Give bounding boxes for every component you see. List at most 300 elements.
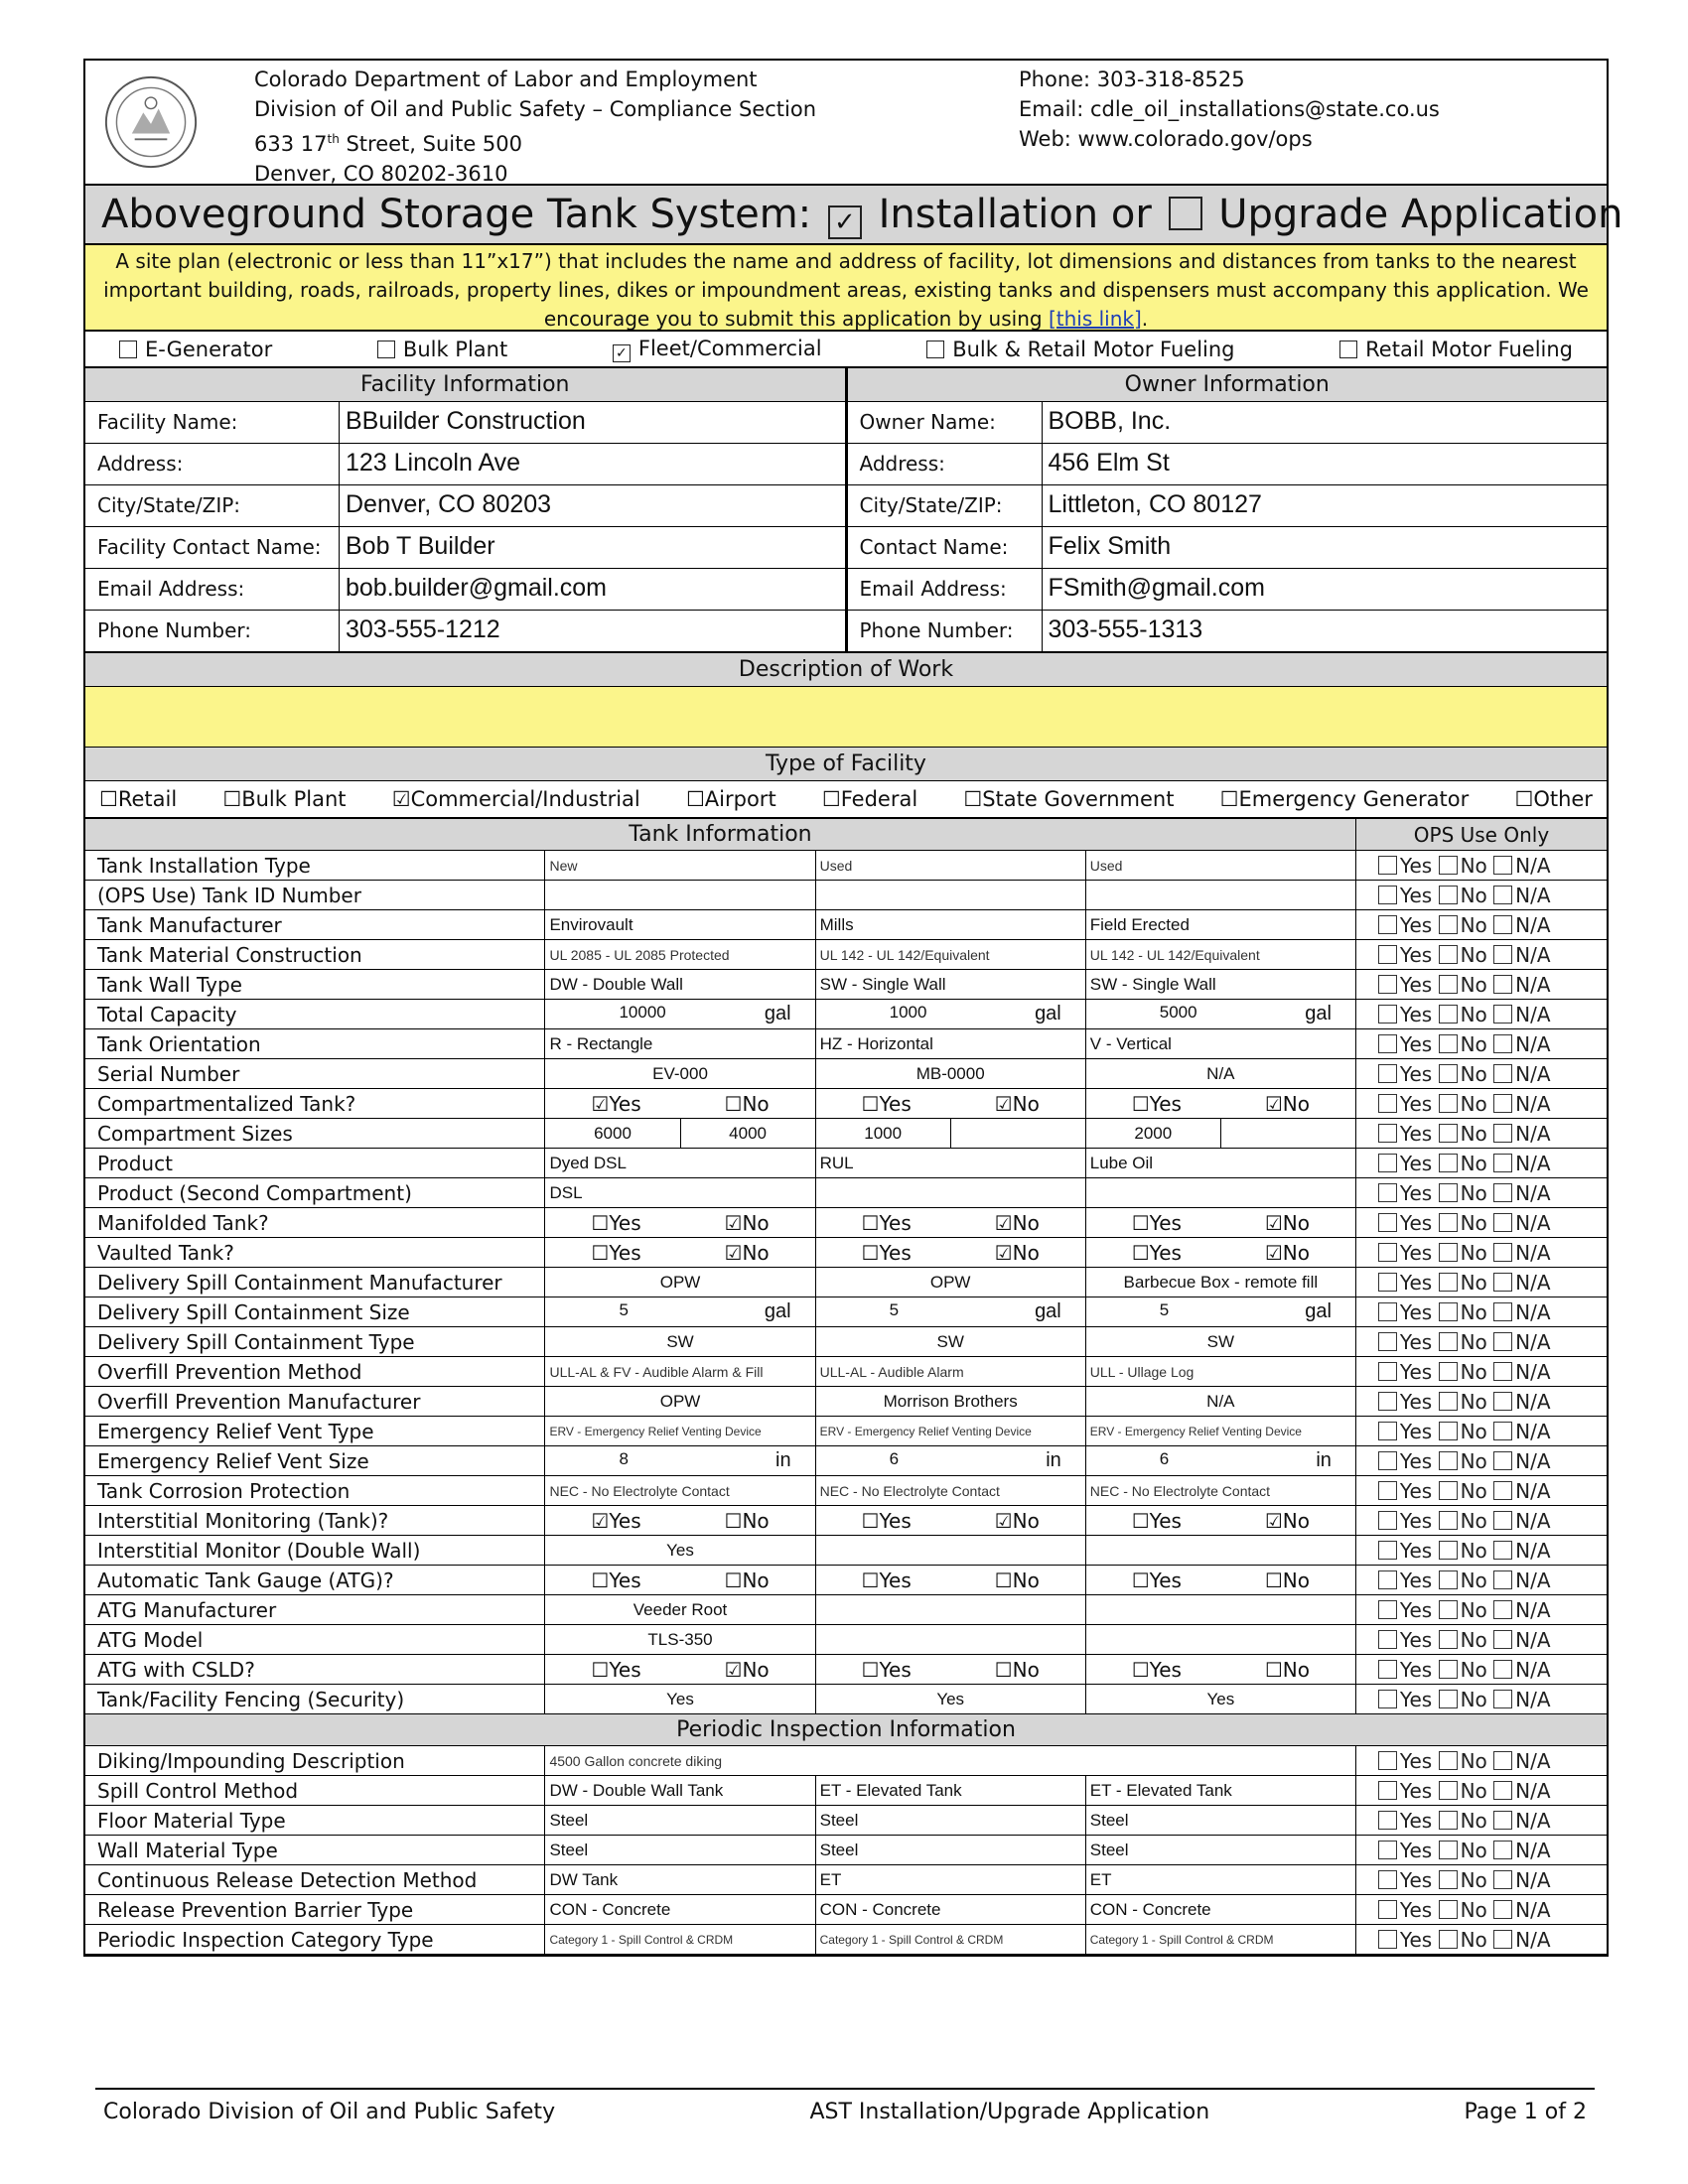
no-option[interactable] <box>1265 1569 1310 1592</box>
ops-checkbox[interactable] <box>1378 1870 1397 1889</box>
ops-checkbox[interactable] <box>1378 1064 1397 1083</box>
tank-value[interactable]: UL 142 - UL 142/Equivalent <box>1085 940 1355 970</box>
tank-value[interactable]: Category 1 - Spill Control & CRDM <box>815 1925 1085 1955</box>
tank-value[interactable]: DW - Double Wall Tank <box>545 1776 815 1806</box>
ops-checkbox[interactable] <box>1493 1213 1512 1232</box>
ops-checkbox[interactable] <box>1439 1900 1458 1919</box>
ops-checkbox[interactable] <box>1439 1511 1458 1530</box>
facility-type-checkbox[interactable]: ☐ <box>222 787 242 811</box>
yes-checkbox[interactable]: ☐ <box>861 1657 880 1682</box>
ops-checkbox[interactable] <box>1378 1124 1397 1143</box>
ops-checkbox[interactable] <box>1378 856 1397 875</box>
facility-field-value[interactable]: Denver, CO 80203 <box>346 490 552 518</box>
ops-checkbox[interactable] <box>1493 1064 1512 1083</box>
tank-value[interactable]: SW - Single Wall <box>815 970 1085 1000</box>
ops-checkbox[interactable] <box>1493 975 1512 994</box>
ops-checkbox[interactable] <box>1378 1332 1397 1351</box>
submit-link[interactable]: [this link] <box>1048 307 1142 331</box>
tank-value[interactable] <box>815 881 1085 910</box>
facility-type-option[interactable] <box>99 787 177 811</box>
tank-value-with-unit[interactable] <box>1085 1446 1355 1476</box>
tank-value[interactable]: Lube Oil <box>1085 1149 1355 1178</box>
yes-option[interactable] <box>1132 1569 1182 1592</box>
ops-checkbox[interactable] <box>1439 1213 1458 1232</box>
tank-value[interactable]: Steel <box>815 1836 1085 1865</box>
tank-value[interactable]: ERV - Emergency Relief Venting Device <box>1085 1417 1355 1446</box>
facility-type-option[interactable] <box>686 787 776 811</box>
no-option[interactable] <box>995 1569 1040 1592</box>
facility-type-checkbox[interactable]: ☑ <box>391 787 411 811</box>
ops-checkbox[interactable] <box>1378 1005 1397 1024</box>
facility-type-checkbox[interactable]: ☐ <box>685 787 705 811</box>
tank-value[interactable]: New <box>545 851 815 881</box>
tank-value[interactable]: Used <box>1085 851 1355 881</box>
yes-checkbox[interactable]: ☐ <box>861 1240 880 1265</box>
tank-value[interactable]: OPW <box>545 1387 815 1417</box>
ops-checkbox[interactable] <box>1493 886 1512 904</box>
no-checkbox[interactable]: ☐ <box>994 1568 1013 1592</box>
tank-value[interactable]: ULL - Ullage Log <box>1085 1357 1355 1387</box>
facility-type-checkbox[interactable]: ☐ <box>1219 787 1239 811</box>
facility-type-checkbox[interactable]: ☐ <box>99 787 118 811</box>
ops-checkbox[interactable] <box>1378 1541 1397 1560</box>
tank-value[interactable] <box>815 1625 1085 1655</box>
tank-value[interactable] <box>545 881 815 910</box>
yes-checkbox[interactable]: ☐ <box>861 1568 880 1592</box>
tank-value[interactable]: N/A <box>1085 1387 1355 1417</box>
ops-checkbox[interactable] <box>1493 1362 1512 1381</box>
facility-type-option[interactable] <box>963 787 1174 811</box>
tank-value[interactable]: ULL-AL - Audible Alarm <box>815 1357 1085 1387</box>
tank-value-with-unit[interactable] <box>545 1297 815 1327</box>
owner-field-value[interactable]: 456 Elm St <box>1048 449 1170 477</box>
tank-value[interactable]: Category 1 - Spill Control & CRDM <box>1085 1925 1355 1955</box>
ops-checkbox[interactable] <box>1493 1811 1512 1830</box>
ops-checkbox[interactable] <box>1378 1811 1397 1830</box>
no-checkbox[interactable]: ☑ <box>994 1240 1013 1265</box>
ops-checkbox[interactable] <box>1439 1481 1458 1500</box>
yes-option[interactable] <box>591 1569 640 1592</box>
ops-checkbox[interactable] <box>1378 886 1397 904</box>
ops-checkbox[interactable] <box>1378 1034 1397 1053</box>
tank-value[interactable] <box>1085 1536 1355 1566</box>
facility-type-checkbox[interactable]: ☐ <box>821 787 841 811</box>
ops-checkbox[interactable] <box>1439 1751 1458 1770</box>
tank-value[interactable]: ET - Elevated Tank <box>815 1776 1085 1806</box>
ops-checkbox[interactable] <box>1378 1511 1397 1530</box>
yes-option[interactable] <box>591 1509 640 1533</box>
ops-checkbox[interactable] <box>1493 1781 1512 1800</box>
ops-checkbox[interactable] <box>1439 1124 1458 1143</box>
tank-value[interactable]: OPW <box>815 1268 1085 1297</box>
system-type-option[interactable] <box>926 338 1234 361</box>
facility-field-value[interactable]: BBuilder Construction <box>346 407 586 435</box>
agency-email[interactable]: Email: cdle_oil_installations@state.co.us <box>1019 97 1440 121</box>
yes-checkbox[interactable]: ☐ <box>591 1657 610 1682</box>
ops-checkbox[interactable] <box>1493 1094 1512 1113</box>
facility-type-checkbox[interactable]: ☐ <box>963 787 983 811</box>
ops-checkbox[interactable] <box>1493 1751 1512 1770</box>
ops-checkbox[interactable] <box>1378 915 1397 934</box>
ops-checkbox[interactable] <box>1493 1600 1512 1619</box>
yes-checkbox[interactable]: ☐ <box>1131 1508 1150 1533</box>
tank-value[interactable]: CON - Concrete <box>1085 1895 1355 1925</box>
no-option[interactable] <box>725 1509 770 1533</box>
yes-option[interactable] <box>591 1658 640 1682</box>
tank-value[interactable]: Yes <box>545 1536 815 1566</box>
ops-checkbox[interactable] <box>1493 1154 1512 1172</box>
ops-checkbox[interactable] <box>1439 1451 1458 1470</box>
no-checkbox[interactable]: ☑ <box>994 1091 1013 1116</box>
facility-field-value[interactable]: bob.builder@gmail.com <box>346 574 608 602</box>
owner-field-value[interactable]: Felix Smith <box>1048 532 1172 560</box>
ops-checkbox[interactable] <box>1378 1660 1397 1679</box>
tank-value-with-unit[interactable] <box>545 1446 815 1476</box>
no-option[interactable] <box>995 1211 1040 1235</box>
no-option[interactable] <box>995 1658 1040 1682</box>
tank-value[interactable]: Yes <box>545 1685 815 1714</box>
tank-value[interactable]: UL 2085 - UL 2085 Protected <box>545 940 815 970</box>
tank-value[interactable]: Used <box>815 851 1085 881</box>
system-type-option[interactable] <box>613 337 822 362</box>
tank-value[interactable]: CON - Concrete <box>815 1895 1085 1925</box>
ops-checkbox[interactable] <box>1493 1630 1512 1649</box>
tank-value-with-unit[interactable] <box>1085 1297 1355 1327</box>
ops-checkbox[interactable] <box>1378 1273 1397 1292</box>
yes-checkbox[interactable]: ☐ <box>591 1210 610 1235</box>
yes-option[interactable] <box>862 1509 912 1533</box>
ops-checkbox[interactable] <box>1439 1273 1458 1292</box>
tank-value[interactable]: ULL-AL & FV - Audible Alarm & Fill <box>545 1357 815 1387</box>
tank-value[interactable]: Morrison Brothers <box>815 1387 1085 1417</box>
tank-value[interactable] <box>1085 1178 1355 1208</box>
ops-checkbox[interactable] <box>1439 1243 1458 1262</box>
ops-checkbox[interactable] <box>1439 1154 1458 1172</box>
compartment-size[interactable] <box>951 1119 1085 1148</box>
no-checkbox[interactable]: ☑ <box>994 1210 1013 1235</box>
row-value[interactable]: 4500 Gallon concrete diking <box>545 1746 1355 1776</box>
tank-value[interactable]: Steel <box>545 1836 815 1865</box>
ops-checkbox[interactable] <box>1378 1302 1397 1321</box>
ops-checkbox[interactable] <box>1378 1690 1397 1708</box>
facility-field-value[interactable]: 123 Lincoln Ave <box>346 449 521 477</box>
ops-checkbox[interactable] <box>1378 1183 1397 1202</box>
tank-value[interactable]: DSL <box>545 1178 815 1208</box>
ops-checkbox[interactable] <box>1378 1751 1397 1770</box>
tank-value-with-unit[interactable] <box>815 1297 1085 1327</box>
no-checkbox[interactable]: ☑ <box>1264 1210 1283 1235</box>
compartment-size[interactable]: 2000 <box>1086 1119 1221 1148</box>
system-type-checkbox[interactable] <box>119 341 137 358</box>
ops-checkbox[interactable] <box>1378 1630 1397 1649</box>
yes-option[interactable] <box>862 1211 912 1235</box>
ops-checkbox[interactable] <box>1439 1870 1458 1889</box>
no-checkbox[interactable]: ☐ <box>1264 1657 1283 1682</box>
yes-checkbox[interactable]: ☐ <box>1131 1657 1150 1682</box>
ops-checkbox[interactable] <box>1439 975 1458 994</box>
tank-value[interactable]: CON - Concrete <box>545 1895 815 1925</box>
yes-checkbox[interactable]: ☐ <box>591 1568 610 1592</box>
tank-value[interactable]: Yes <box>815 1685 1085 1714</box>
tank-value-with-unit[interactable] <box>815 1446 1085 1476</box>
system-type-checkbox[interactable] <box>926 341 944 358</box>
tank-value[interactable]: Steel <box>1085 1836 1355 1865</box>
ops-checkbox[interactable] <box>1378 1481 1397 1500</box>
tank-value[interactable]: Field Erected <box>1085 910 1355 940</box>
ops-checkbox[interactable] <box>1378 1392 1397 1411</box>
system-type-option[interactable] <box>377 338 507 361</box>
ops-checkbox[interactable] <box>1493 1183 1512 1202</box>
tank-value[interactable]: Barbecue Box - remote fill <box>1085 1268 1355 1297</box>
ops-checkbox[interactable] <box>1493 1451 1512 1470</box>
tank-value[interactable] <box>1085 1595 1355 1625</box>
ops-checkbox[interactable] <box>1493 1660 1512 1679</box>
tank-value[interactable]: SW <box>545 1327 815 1357</box>
no-option[interactable] <box>725 1658 770 1682</box>
ops-checkbox[interactable] <box>1439 1362 1458 1381</box>
system-type-option[interactable] <box>119 338 272 361</box>
no-checkbox[interactable]: ☐ <box>724 1091 743 1116</box>
facility-type-option[interactable] <box>822 787 917 811</box>
ops-checkbox[interactable] <box>1378 1362 1397 1381</box>
ops-checkbox[interactable] <box>1493 915 1512 934</box>
ops-checkbox[interactable] <box>1493 1841 1512 1859</box>
ops-checkbox[interactable] <box>1493 1124 1512 1143</box>
ops-checkbox[interactable] <box>1493 1243 1512 1262</box>
ops-checkbox[interactable] <box>1439 915 1458 934</box>
ops-checkbox[interactable] <box>1493 1930 1512 1949</box>
owner-field-value[interactable]: Littleton, CO 80127 <box>1048 490 1262 518</box>
yes-option[interactable] <box>591 1211 640 1235</box>
facility-type-option[interactable] <box>1514 787 1592 811</box>
ops-checkbox[interactable] <box>1493 1541 1512 1560</box>
facility-field-value[interactable]: 303-555-1212 <box>346 615 500 643</box>
yes-option[interactable] <box>862 1569 912 1592</box>
ops-checkbox[interactable] <box>1378 1422 1397 1440</box>
ops-checkbox[interactable] <box>1439 1183 1458 1202</box>
ops-checkbox[interactable] <box>1493 1481 1512 1500</box>
tank-value[interactable]: Steel <box>1085 1806 1355 1836</box>
ops-checkbox[interactable] <box>1439 1930 1458 1949</box>
tank-value[interactable]: MB-0000 <box>815 1059 1085 1089</box>
tank-value[interactable]: Steel <box>545 1806 815 1836</box>
tank-value[interactable]: EV-000 <box>545 1059 815 1089</box>
no-option[interactable] <box>995 1092 1040 1116</box>
ops-checkbox[interactable] <box>1439 945 1458 964</box>
no-checkbox[interactable]: ☐ <box>1264 1568 1283 1592</box>
no-checkbox[interactable]: ☐ <box>724 1508 743 1533</box>
tank-value-with-unit[interactable] <box>815 1000 1085 1029</box>
ops-checkbox[interactable] <box>1439 1570 1458 1589</box>
yes-checkbox[interactable]: ☑ <box>591 1091 610 1116</box>
ops-checkbox[interactable] <box>1493 1034 1512 1053</box>
yes-checkbox[interactable]: ☐ <box>591 1240 610 1265</box>
tank-value[interactable]: Category 1 - Spill Control & CRDM <box>545 1925 815 1955</box>
tank-value[interactable]: Mills <box>815 910 1085 940</box>
yes-checkbox[interactable]: ☐ <box>1131 1568 1150 1592</box>
no-checkbox[interactable]: ☑ <box>1264 1240 1283 1265</box>
tank-value[interactable]: NEC - No Electrolyte Contact <box>815 1476 1085 1506</box>
facility-type-option[interactable] <box>222 787 346 811</box>
ops-checkbox[interactable] <box>1493 1273 1512 1292</box>
tank-value-with-unit[interactable] <box>1085 1000 1355 1029</box>
tank-value[interactable] <box>815 1595 1085 1625</box>
system-type-checkbox[interactable] <box>1339 341 1357 358</box>
tank-value[interactable]: Steel <box>815 1806 1085 1836</box>
tank-value[interactable]: NEC - No Electrolyte Contact <box>1085 1476 1355 1506</box>
compartment-size[interactable]: 4000 <box>729 1124 767 1143</box>
tank-value[interactable]: ET <box>815 1865 1085 1895</box>
ops-checkbox[interactable] <box>1439 1541 1458 1560</box>
ops-checkbox[interactable] <box>1439 1600 1458 1619</box>
no-checkbox[interactable]: ☑ <box>1264 1091 1283 1116</box>
tank-value[interactable]: DW Tank <box>545 1865 815 1895</box>
compartment-size[interactable] <box>1221 1119 1355 1148</box>
ops-checkbox[interactable] <box>1493 1570 1512 1589</box>
tank-value[interactable]: NEC - No Electrolyte Contact <box>545 1476 815 1506</box>
tank-value[interactable]: V - Vertical <box>1085 1029 1355 1059</box>
ops-checkbox[interactable] <box>1439 1034 1458 1053</box>
tank-value[interactable]: RUL <box>815 1149 1085 1178</box>
tank-value[interactable]: ERV - Emergency Relief Venting Device <box>815 1417 1085 1446</box>
tank-value[interactable]: OPW <box>545 1268 815 1297</box>
ops-checkbox[interactable] <box>1378 1930 1397 1949</box>
ops-checkbox[interactable] <box>1493 856 1512 875</box>
tank-value[interactable]: DW - Double Wall <box>545 970 815 1000</box>
ops-checkbox[interactable] <box>1378 1781 1397 1800</box>
no-option[interactable] <box>725 1092 770 1116</box>
ops-checkbox[interactable] <box>1439 1690 1458 1708</box>
no-option[interactable] <box>725 1211 770 1235</box>
ops-checkbox[interactable] <box>1493 1005 1512 1024</box>
ops-checkbox[interactable] <box>1493 1900 1512 1919</box>
tank-value[interactable]: SW <box>1085 1327 1355 1357</box>
ops-checkbox[interactable] <box>1439 1302 1458 1321</box>
no-option[interactable] <box>1265 1658 1310 1682</box>
no-option[interactable] <box>995 1509 1040 1533</box>
ops-checkbox[interactable] <box>1378 1154 1397 1172</box>
ops-checkbox[interactable] <box>1493 1392 1512 1411</box>
ops-checkbox[interactable] <box>1378 1213 1397 1232</box>
compartment-size[interactable]: 6000 <box>545 1119 680 1148</box>
yes-option[interactable] <box>1132 1658 1182 1682</box>
tank-value[interactable]: SW - Single Wall <box>1085 970 1355 1000</box>
ops-checkbox[interactable] <box>1378 1451 1397 1470</box>
ops-checkbox[interactable] <box>1439 1094 1458 1113</box>
no-option[interactable] <box>995 1241 1040 1265</box>
ops-checkbox[interactable] <box>1493 1690 1512 1708</box>
tank-value[interactable]: SW <box>815 1327 1085 1357</box>
yes-option[interactable] <box>862 1092 912 1116</box>
tank-value[interactable]: Yes <box>1085 1685 1355 1714</box>
no-checkbox[interactable]: ☐ <box>994 1657 1013 1682</box>
tank-value[interactable]: TLS-350 <box>545 1625 815 1655</box>
no-checkbox[interactable]: ☑ <box>1264 1508 1283 1533</box>
ops-checkbox[interactable] <box>1439 886 1458 904</box>
tank-value[interactable]: Veeder Root <box>545 1595 815 1625</box>
installation-checkbox[interactable]: ✓ <box>828 205 862 239</box>
tank-value-with-unit[interactable] <box>545 1000 815 1029</box>
yes-option[interactable] <box>1132 1092 1182 1116</box>
ops-checkbox[interactable] <box>1439 1781 1458 1800</box>
ops-checkbox[interactable] <box>1439 1332 1458 1351</box>
ops-checkbox[interactable] <box>1378 1570 1397 1589</box>
ops-checkbox[interactable] <box>1493 1870 1512 1889</box>
description-field[interactable] <box>85 687 1607 748</box>
system-type-checkbox[interactable] <box>377 341 395 358</box>
no-option[interactable] <box>1265 1092 1310 1116</box>
ops-checkbox[interactable] <box>1378 1900 1397 1919</box>
ops-checkbox[interactable] <box>1493 945 1512 964</box>
ops-checkbox[interactable] <box>1378 1243 1397 1262</box>
tank-value[interactable]: ET - Elevated Tank <box>1085 1776 1355 1806</box>
tank-value[interactable] <box>815 1536 1085 1566</box>
no-option[interactable] <box>725 1241 770 1265</box>
agency-web[interactable]: Web: www.colorado.gov/ops <box>1019 127 1313 151</box>
ops-checkbox[interactable] <box>1493 1511 1512 1530</box>
no-option[interactable] <box>1265 1509 1310 1533</box>
tank-value[interactable] <box>1085 1625 1355 1655</box>
yes-option[interactable] <box>1132 1241 1182 1265</box>
ops-checkbox[interactable] <box>1439 1841 1458 1859</box>
yes-checkbox[interactable]: ☐ <box>1131 1091 1150 1116</box>
yes-option[interactable] <box>591 1092 640 1116</box>
no-option[interactable] <box>725 1569 770 1592</box>
ops-checkbox[interactable] <box>1378 945 1397 964</box>
ops-checkbox[interactable] <box>1378 1841 1397 1859</box>
tank-value[interactable]: HZ - Horizontal <box>815 1029 1085 1059</box>
ops-checkbox[interactable] <box>1439 1630 1458 1649</box>
owner-field-value[interactable]: BOBB, Inc. <box>1048 407 1172 435</box>
ops-checkbox[interactable] <box>1493 1422 1512 1440</box>
yes-option[interactable] <box>591 1241 640 1265</box>
ops-checkbox[interactable] <box>1493 1332 1512 1351</box>
yes-option[interactable] <box>862 1241 912 1265</box>
no-option[interactable] <box>1265 1241 1310 1265</box>
yes-option[interactable] <box>1132 1211 1182 1235</box>
tank-value[interactable]: Dyed DSL <box>545 1149 815 1178</box>
tank-value[interactable]: ERV - Emergency Relief Venting Device <box>545 1417 815 1446</box>
no-option[interactable] <box>1265 1211 1310 1235</box>
ops-checkbox[interactable] <box>1378 975 1397 994</box>
ops-checkbox[interactable] <box>1439 1811 1458 1830</box>
no-checkbox[interactable]: ☑ <box>724 1240 743 1265</box>
ops-checkbox[interactable] <box>1439 1392 1458 1411</box>
no-checkbox[interactable]: ☑ <box>724 1657 743 1682</box>
no-checkbox[interactable]: ☑ <box>724 1210 743 1235</box>
ops-checkbox[interactable] <box>1439 856 1458 875</box>
ops-checkbox[interactable] <box>1378 1094 1397 1113</box>
tank-value[interactable]: ET <box>1085 1865 1355 1895</box>
ops-checkbox[interactable] <box>1493 1302 1512 1321</box>
ops-checkbox[interactable] <box>1439 1660 1458 1679</box>
yes-checkbox[interactable]: ☐ <box>1131 1240 1150 1265</box>
yes-checkbox[interactable]: ☑ <box>591 1508 610 1533</box>
no-checkbox[interactable]: ☑ <box>994 1508 1013 1533</box>
facility-field-value[interactable]: Bob T Builder <box>346 532 495 560</box>
yes-checkbox[interactable]: ☐ <box>861 1091 880 1116</box>
facility-type-checkbox[interactable]: ☐ <box>1514 787 1534 811</box>
compartment-size[interactable]: 1000 <box>816 1119 951 1148</box>
ops-checkbox[interactable] <box>1439 1422 1458 1440</box>
system-type-checkbox[interactable]: ✓ <box>613 344 631 362</box>
system-type-option[interactable] <box>1339 338 1573 361</box>
tank-value[interactable]: N/A <box>1085 1059 1355 1089</box>
tank-value[interactable]: Envirovault <box>545 910 815 940</box>
facility-type-option[interactable] <box>1220 787 1470 811</box>
yes-checkbox[interactable]: ☐ <box>1131 1210 1150 1235</box>
facility-type-option[interactable] <box>392 787 640 811</box>
